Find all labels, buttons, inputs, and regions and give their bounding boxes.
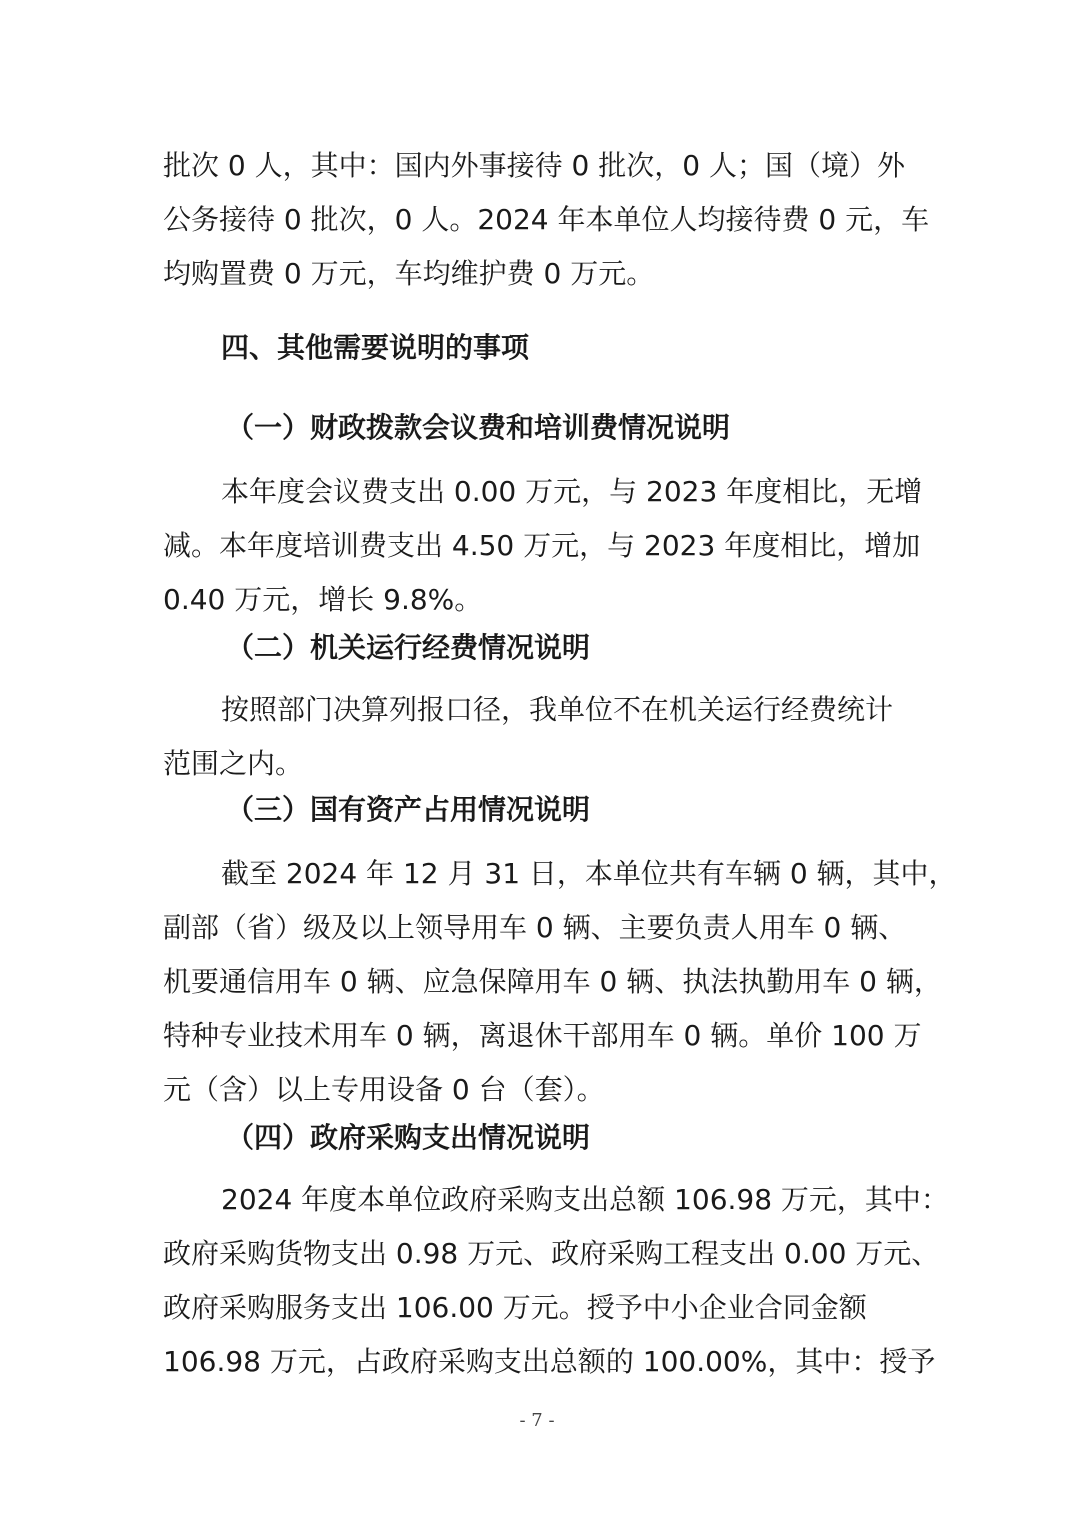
paragraph-line: 2024 年度本单位政府采购支出总额 106.98 万元，其中：	[221, 1183, 949, 1216]
paragraph-line: 范围之内。	[163, 747, 304, 780]
paragraph-line: 公务接待 0 批次，0 人。2024 年本单位人均接待费 0 元，车	[163, 203, 930, 236]
section-heading: 四、其他需要说明的事项	[221, 331, 530, 364]
subsection-heading: （四）政府采购支出情况说明	[226, 1121, 591, 1154]
page-number: - 7 -	[519, 1410, 555, 1431]
paragraph-line: 0.40 万元，增长 9.8%。	[163, 583, 483, 616]
subsection-heading: （三）国有资产占用情况说明	[226, 793, 591, 826]
paragraph-line: 特种专业技术用车 0 辆，离退休干部用车 0 辆。单价 100 万	[163, 1019, 922, 1052]
subsection-heading: （二）机关运行经费情况说明	[226, 631, 591, 664]
paragraph-line: 元（含）以上专用设备 0 台（套）。	[163, 1073, 605, 1106]
paragraph-line: 批次 0 人，其中：国内外事接待 0 批次，0 人；国（境）外	[163, 149, 905, 182]
paragraph-line: 按照部门决算列报口径，我单位不在机关运行经费统计	[221, 693, 894, 726]
paragraph-line: 政府采购服务支出 106.00 万元。授予中小企业合同金额	[163, 1291, 867, 1324]
subsection-heading: （一）财政拨款会议费和培训费情况说明	[226, 411, 731, 444]
paragraph-line: 减。本年度培训费支出 4.50 万元，与 2023 年度相比，增加	[163, 529, 921, 562]
paragraph-line: 106.98 万元，占政府采购支出总额的 100.00%，其中：授予	[163, 1345, 936, 1378]
paragraph-line: 政府采购货物支出 0.98 万元、政府采购工程支出 0.00 万元、	[163, 1237, 940, 1270]
paragraph-line: 本年度会议费支出 0.00 万元，与 2023 年度相比，无增	[221, 475, 923, 508]
paragraph-line: 机要通信用车 0 辆、应急保障用车 0 辆、执法执勤用车 0 辆，	[163, 965, 942, 998]
paragraph-line: 均购置费 0 万元，车均维护费 0 万元。	[163, 257, 655, 290]
paragraph-line: 截至 2024 年 12 月 31 日，本单位共有车辆 0 辆，其中，	[221, 857, 957, 890]
paragraph-line: 副部（省）级及以上领导用车 0 辆、主要负责人用车 0 辆、	[163, 911, 907, 944]
